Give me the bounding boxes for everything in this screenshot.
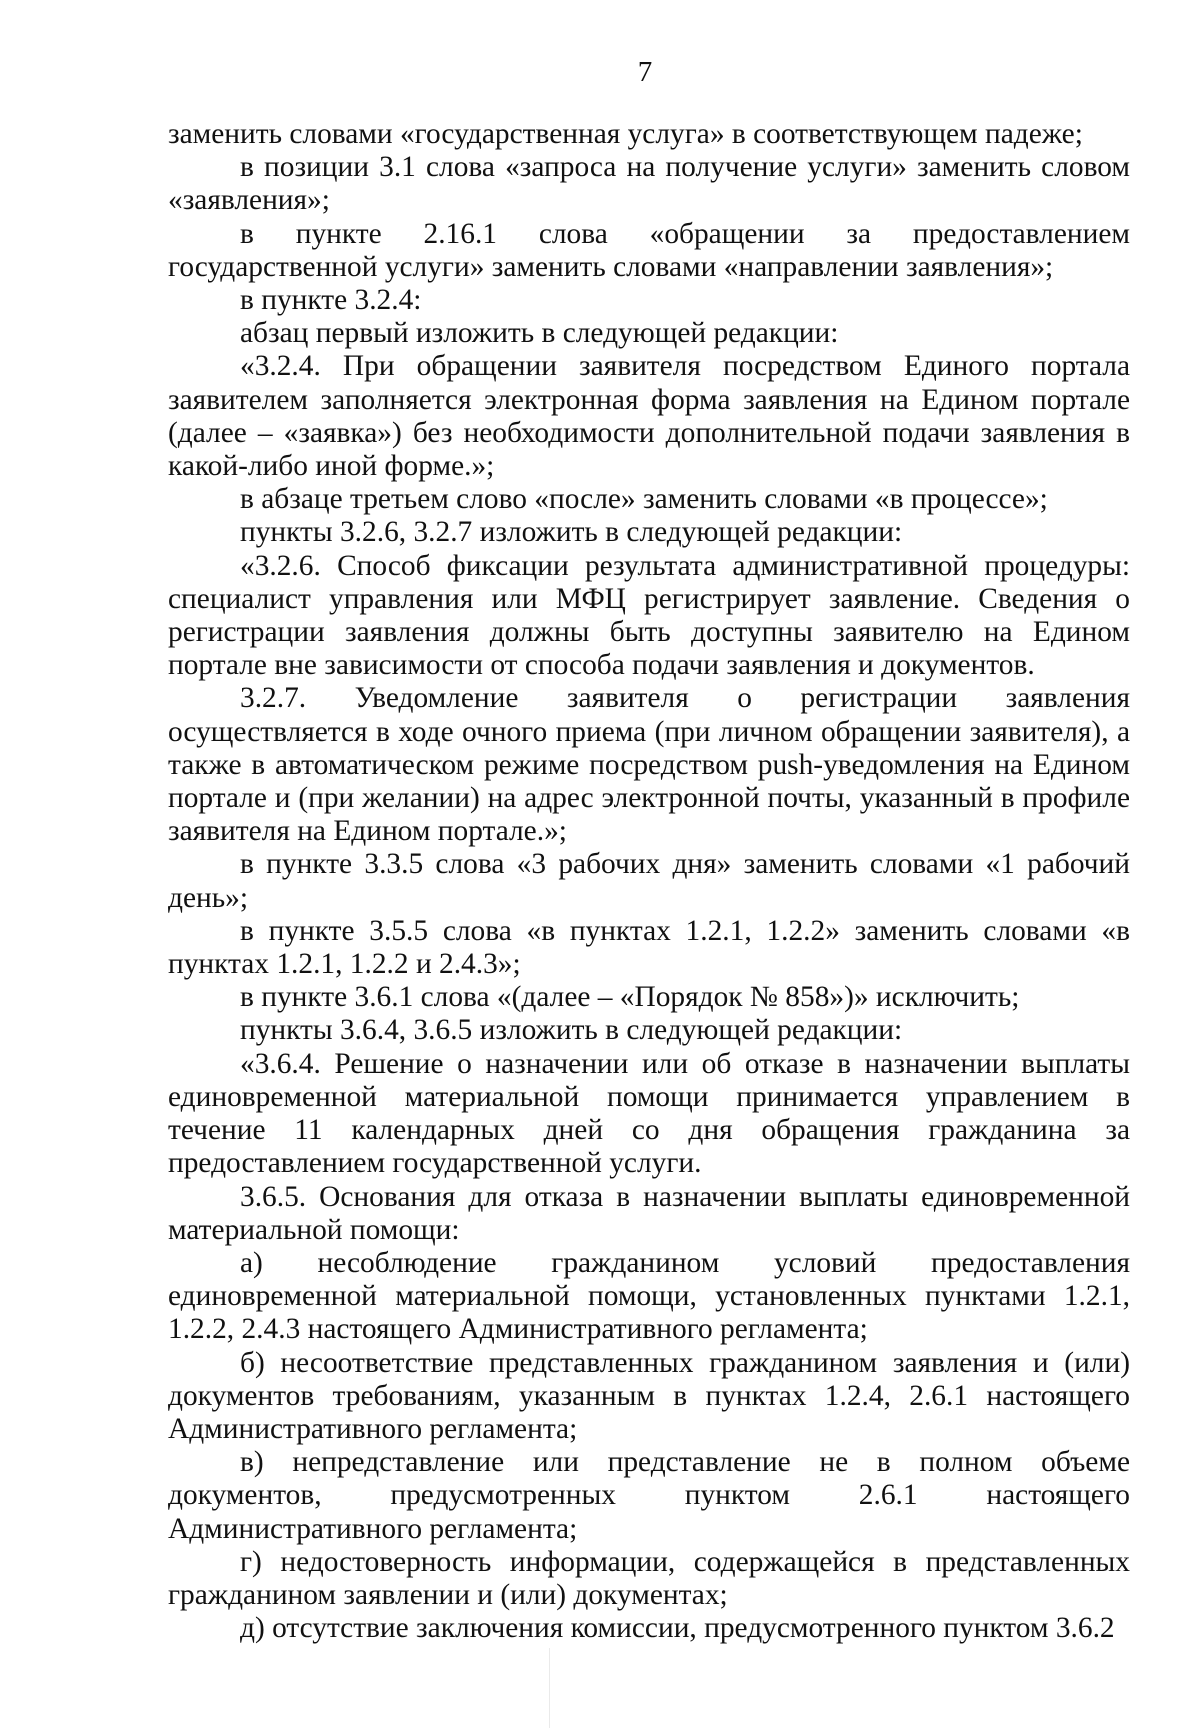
paragraph: б) несоответствие представленных гражданином заявления и (или) документов требованиям, указанным в пунктах 1.2.4, 2.6.1 настоящего Административного регламента; <box>168 1346 1130 1445</box>
paragraph: г) недостоверность информации, содержащейся в представленных гражданином заявлении и (или) документах; <box>168 1545 1130 1611</box>
paragraph: в) непредставление или представление не в полном объеме документов, предусмотренных пунктом 2.6.1 настоящего Административного регламента; <box>168 1446 1130 1545</box>
paragraph: д) отсутствие заключения комиссии, предусмотренного пунктом 3.6.2 <box>240 1612 1115 1645</box>
scan-artifact-line <box>549 1648 550 1728</box>
paragraph: «3.2.6. Способ фиксации результата административной процедуры: специалист управления или МФЦ регистрирует заявление. Сведения о регистрации заявления должны быть доступны заявителю на Едином портале вне зависимости от способа подачи заявления и документов. <box>168 549 1130 682</box>
paragraph: в пункте 3.6.1 слова «(далее – «Порядок № 858»)» исключить; <box>240 981 1020 1014</box>
page-number: 7 <box>637 56 653 88</box>
paragraph: «3.6.4. Решение о назначении или об отказе в назначении выплаты единовременной материальной помощи принимается управлением в течение 11 календарных дней со дня обращения гражданина за предоставлением государственной услуги. <box>168 1047 1130 1180</box>
paragraph: пункты 3.2.6, 3.2.7 изложить в следующей редакции: <box>240 516 903 549</box>
paragraph: а) несоблюдение гражданином условий предоставления единовременной материальной помощи, установленных пунктами 1.2.1, 1.2.2, 2.4.3 настоящего Административного регламента; <box>168 1246 1130 1346</box>
paragraph: 3.6.5. Основания для отказа в назначении выплаты единовременной материальной помощи: <box>168 1180 1130 1246</box>
paragraph: 3.2.7. Уведомление заявителя о регистрации заявления осуществляется в ходе очного приема (при личном обращении заявителя), а также в автоматическом режиме посредством push-уведомления на Едином портале и (при желании) на адрес электронной почты, указанный в профиле заявителя на Едином портале.»; <box>168 682 1130 848</box>
paragraph: заменить словами «государственная услуга» в соответствующем падеже; <box>168 118 1083 150</box>
paragraph: в пункте 3.5.5 слова «в пунктах 1.2.1, 1.2.2» заменить словами «в пунктах 1.2.1, 1.2.2 и 2.4.3»; <box>168 914 1130 981</box>
paragraph: пункты 3.6.4, 3.6.5 изложить в следующей редакции: <box>240 1014 903 1047</box>
paragraph: в пункте 2.16.1 слова «обращении за предоставлением государственной услуги» заменить словами «направлении заявления»; <box>168 217 1130 283</box>
paragraph: абзац первый изложить в следующей редакции: <box>240 317 839 350</box>
paragraph: «3.2.4. При обращении заявителя посредством Единого портала заявителем заполняется электронная форма заявления на Едином портале (далее – «заявка») без необходимости дополнительной подачи заявления в какой-либо иной форме.»; <box>168 350 1130 483</box>
paragraph: в абзаце третьем слово «после» заменить словами «в процессе»; <box>240 483 1048 516</box>
document-body <box>168 118 1130 1645</box>
paragraph: в пункте 3.2.4: <box>240 284 422 317</box>
paragraph: в позиции 3.1 слова «запроса на получение услуги» заменить словом «заявления»; <box>168 151 1130 217</box>
paragraph: в пункте 3.3.5 слова «3 рабочих дня» заменить словами «1 рабочий день»; <box>168 848 1130 914</box>
